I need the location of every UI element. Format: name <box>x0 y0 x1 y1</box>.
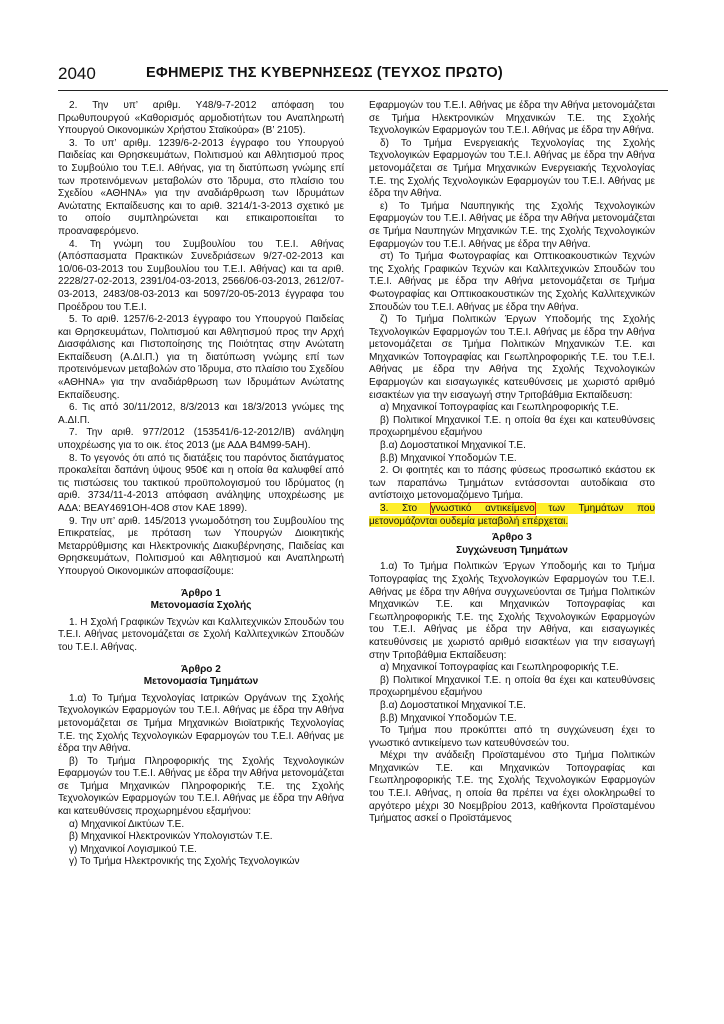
article-1-subtitle: Μετονομασία Σχολής <box>150 600 252 612</box>
paragraph: 8. Το γεγονός ότι από τις διατάξεις του παρόντος διατάγματος προκαλείται δαπάνη ύψους 950€ και η οποία θα καλυφθεί από τις πιστώσεις του τακτικού προϋπολογισμού του Ιδρύματος (η αριθ. 3734/11-4-2013 απόφαση ανάληψης υποχρέωσης με ΑΔΑ: ΒΕΑΥ4691ΟΗ-4Ο8 στον ΚΑΕ 1899). <box>58 452 344 514</box>
paragraph: 1. Η Σχολή Γραφικών Τεχνών και Καλλιτεχνικών Σπουδών του Τ.Ε.Ι. Αθήνας μετονομάζεται σε Σχολή Καλλιτεχνικών Σπουδών του Τ.Ε.Ι. Αθήνας. <box>58 616 344 653</box>
list-item: α) Μηχανικοί Δικτύων Τ.Ε. <box>69 818 185 830</box>
list-item: β.β) Μηχανικοί Υποδομών Τ.Ε. <box>380 452 517 464</box>
gazette-title: ΕΦΗΜΕΡΙΣ ΤΗΣ ΚΥΒΕΡΝΗΣΕΩΣ (ΤΕΥΧΟΣ ΠΡΩΤΟ) <box>146 65 503 81</box>
paragraph: 1.α) Το Τμήμα Τεχνολογίας Ιατρικών Οργάνων της Σχολής Τεχνολογικών Εφαρμογών του Τ.Ε.Ι. Αθήνας με έδρα την Αθήνα μετονομάζεται σε Τμήμα Μηχανικών Βιοϊατρικής Τεχνολογίας Τ.Ε. της Σχολής Τεχνολογικών Εφαρμογών του Τ.Ε.Ι. Αθήνας με έδρα την Αθήνα. <box>58 692 344 755</box>
list-item: γ) Μηχανικοί Λογισμικού Τ.Ε. <box>69 843 197 855</box>
article-2-subtitle: Μετονομασία Τμημάτων <box>143 676 259 688</box>
highlighted-paragraph <box>369 503 655 528</box>
paragraph: 4. Τη γνώμη του Συμβουλίου του Τ.Ε.Ι. Αθήνας (Απόσπασματα Πρακτικών Συνεδριάσεων 9/27-02-2013 και 10/06-03-2013 του Συμβουλίου του Τ.Ε.Ι. Αθήνας) και τα αριθ. 2228/27-02-2013, 2391/04-03-2013, 2566/06-03-2013, 2612/07-03-2013, 2483/08-03-2013 και 5097/20-05-2013 έγγραφα του Προέδρου του Τ.Ε.Ι. <box>58 238 345 313</box>
list-item: β.β) Μηχανικοί Υποδομών Τ.Ε. <box>380 712 517 724</box>
header-rule <box>58 90 668 91</box>
list-item: β.α) Δομοστατικοί Μηχανικοί Τ.Ε. <box>380 440 526 452</box>
paragraph: β) Το Τμήμα Πληροφορικής της Σχολής Τεχνολογικών Εφαρμογών του Τ.Ε.Ι. Αθήνας με έδρα την Αθήνα μετονομάζεται σε Τμήμα Μηχανικών Πληροφορικής Τ.Ε. της Σχολής Τεχνολογικών Εφαρμογών του Τ.Ε.Ι. Αθήνας με έδρα την Αθήνα και κατευθύνσεις προχωρημένου εξαμήνου: <box>58 755 344 818</box>
spacer <box>58 655 344 664</box>
page-number: 2040 <box>58 64 96 83</box>
paragraph: 9. Την υπ’ αριθ. 145/2013 γνωμοδότηση του Συμβουλίου της Επικρατείας, με πρόταση των Υπουργών Διοικητικής Μεταρρύθμισης και Ηλεκτρονικής Διακυβέρνησης, Παιδείας και Θρησκευμάτων, Πολιτισμού και Αθλητισμού και Αναπληρωτή Υπουργού Οικονομικών αποφασίζουμε: <box>58 515 344 577</box>
paragraph: 6. Τις από 30/11/2012, 8/3/2013 και 18/3/2013 γνώμες της Α.ΔΙ.Π. <box>58 402 344 426</box>
paragraph: στ) Το Τμήμα Φωτογραφίας και Οπτικοακουστικών Τεχνών της Σχολής Γραφικών Τεχνών και Καλλιτεχνικών Σπουδών του Τ.Ε.Ι. Αθήνας με έδρα την Αθήνα μετονομάζεται σε Τμήμα Φωτογραφίας και Οπτικοακουστικών της Σχολής Καλλιτεχνικών Σπουδών του Τ.Ε.Ι. Αθήνας με έδρα την Αθήνα. <box>369 251 655 313</box>
paragraph: ε) Το Τμήμα Ναυπηγικής της Σχολής Τεχνολογικών Εφαρμογών του Τ.Ε.Ι. Αθήνας με έδρα την Αθήνα μετονομάζεται σε Τμήμα Ναυπηγών Μηχανικών Τ.Ε. της Σχολής Τεχνολογικών Εφαρμογών του Τ.Ε.Ι. Αθήνας με έδρα την Αθήνα. <box>369 200 655 250</box>
paragraph: Το Τμήμα που προκύπτει από τη συγχώνευση έχει το γνωστικό αντικείμενο των κατευθύνσεών του. <box>369 725 655 749</box>
article-3-subtitle: Συγχώνευση Τμημάτων <box>456 544 568 556</box>
list-item: β) Πολιτικοί Μηχανικοί Τ.Ε. η οποία θα έχει και κατευθύνσεις προχωρημένου εξαμήνου <box>369 414 655 439</box>
right-column <box>369 100 655 826</box>
paragraph: Εφαρμογών του Τ.Ε.Ι. Αθήνας με έδρα την Αθήνα μετονομάζεται σε Τμήμα Ηλεκτρονικών Μηχανικών Τ.Ε. της Σχολής Τεχνολογικών Εφαρμογών του Τ.Ε.Ι. Αθήνας με έδρα την Αθήνα. <box>369 100 655 137</box>
paragraph: 5. Το αριθ. 1257/6-2-2013 έγγραφο του Υπουργού Παιδείας και Θρησκευμάτων, Πολιτισμού και Αθλητισμού προς την Αρχή Διασφάλισης και Πιστοποίησης της Ποιότητας στην Ανώτατη Εκπαίδευση (Α.ΔΙ.Π.) για τη διατύπωση γνώμης επί των προτεινόμενων μεταβολών στο Ίδρυμα, στο πλαίσιο του Σχεδίου «ΑΘΗΝΑ» για την αναδιάρθρωση των Ιδρυμάτων Ανώτατης Εκπαίδευσης. <box>58 314 344 401</box>
paragraph: δ) Το Τμήμα Ενεργειακής Τεχνολογίας της Σχολής Τεχνολογικών Εφαρμογών του Τ.Ε.Ι. Αθήνας με έδρα την Αθήνα μετονομάζεται σε Τμήμα Μηχανικών Ενεργειακής Τεχνολογίας Τ.Ε. της Σχολής Τεχνολογικών Εφαρμογών του Τ.Ε.Ι. Αθήνας με έδρα την Αθήνα. <box>369 137 655 200</box>
paragraph: ζ) Το Τμήμα Πολιτικών Έργων Υποδομής της Σχολής Τεχνολογικών Εφαρμογών του Τ.Ε.Ι. Αθήνας με έδρα την Αθήνα μετονομάζεται σε Τμήμα Πολιτικών Μηχανικών Τ.Ε. και Μηχανικών Τοπογραφίας και Γεωπληροφορικής Τ.Ε. του Τ.Ε.Ι. Αθήνας με έδρα την Αθήνα της Σχολής Τεχνολογικών Εφαρμογών και εισαγωγικές κατευθύνσεις με χωριστό αριθμό εισακτέων για την εισαγωγή στην Τριτοβάθμια Εκπαίδευση: <box>369 314 655 401</box>
list-item: α) Μηχανικοί Τοπογραφίας και Γεωπληροφορικής Τ.Ε. <box>380 662 619 674</box>
paragraph: 7. Την αριθ. 977/2012 (153541/6-12-2012/ΙΒ) ανάληψη υποχρέωσης για το οικ. έτος 2013 (με ΑΔΑ Β4Μ99-5ΑΗ). <box>58 427 344 452</box>
left-column <box>58 100 344 869</box>
list-item: β) Πολιτικοί Μηχανικοί Τ.Ε. η οποία θα έχει και κατευθύνσεις προχωρημένου εξαμήνου <box>369 674 655 699</box>
paragraph: 2. Την υπ’ αριθμ. Υ48/9-7-2012 απόφαση του Πρωθυπουργού «Καθορισμός αρμοδιοτήτων του Αναπληρωτή Υπουργού Οικονομικών Χρήστου Σταϊκούρα» (Β’ 2105). <box>58 100 344 137</box>
paragraph: 2. Οι φοιτητές και το πάσης φύσεως προσωπικό εκάστου εκ των παραπάνω Τμημάτων εντάσσονται αυτοδίκαια στο αντίστοιχο μετονομαζόμενο Τμήμα. <box>369 465 655 502</box>
paragraph: 1.α) Το Τμήμα Πολιτικών Έργων Υποδομής και το Τμήμα Τοπογραφίας της Σχολής Τεχνολογικών Εφαρμογών του Τ.Ε.Ι. Αθήνας με έδρα την Αθήνα συγχωνεύονται σε Τμήμα Πολιτικών Μηχανικών Τ.Ε. και Μηχανικών Τοπογραφίας και Γεωπληροφορικής Τ.Ε. της Σχολής Τεχνολογικών Εφαρμογών του Τ.Ε.Ι. Αθήνας με έδρα την Αθήνα, και εισαγωγικές κατευθύνσεις με χωριστό αριθμό εισακτέων για την εισαγωγή στην Τριτοβάθμια Εκπαίδευση: <box>369 561 655 661</box>
highlight-prefix: 3. Στο <box>380 503 431 514</box>
article-3-title: Άρθρο 3 <box>492 532 532 544</box>
list-item: α) Μηχανικοί Τοπογραφίας και Γεωπληροφορικής Τ.Ε. <box>380 402 619 414</box>
highlight-rest: των Τμημάτων που μετονομάζονται ουδεμία μεταβολή επέρχεται. <box>369 503 656 527</box>
page-header <box>58 64 668 86</box>
paragraph: Μέχρι την ανάδειξη Προϊσταμένου στο Τμήμα Πολιτικών Μηχανικών Τ.Ε. και Μηχανικών Τοπογραφίας και Γεωπληροφορικής Τ.Ε. της Σχολής Τεχνολογικών Εφαρμογών του Τ.Ε.Ι. Αθήνας, η οποία θα πρέπει να έχει ολοκληρωθεί το αργότερο μέχρι 30 Νοεμβρίου 2013, καθήκοντα Προϊσταμένου Τμήματος ασκεί ο Προϊστάμενος <box>369 750 655 825</box>
boxed-term: γνωστικό αντικείμενο <box>430 503 535 514</box>
list-item: β.α) Δομοστατικοί Μηχανικοί Τ.Ε. <box>380 699 526 711</box>
list-item: β) Μηχανικοί Ηλεκτρονικών Υπολογιστών Τ.Ε. <box>69 831 273 843</box>
article-1-title: Άρθρο 1 <box>181 587 221 599</box>
paragraph: γ) Το Τμήμα Ηλεκτρονικής της Σχολής Τεχνολογικών <box>69 856 300 868</box>
article-2-title: Άρθρο 2 <box>181 663 221 675</box>
spacer <box>58 579 344 588</box>
paragraph: 3. Το υπ’ αριθμ. 1239/6-2-2013 έγγραφο του Υπουργού Παιδείας και Θρησκευμάτων, Πολιτισμού και Αθλητισμού προς το Συμβούλιο του Τ.Ε.Ι. Αθήνας, για τη διατύπωση γνώμης επί των προτεινόμενων μεταβολών στο Ίδρυμα, στο πλαίσιο του Σχεδίου «ΑΘΗΝΑ» για την αναδιάρθρωση των Ιδρυμάτων Ανώτατης Εκπαίδευσης και το αριθ. 3214/1-3-2013 σχετικό με το οποίο συμπληρώνεται και επικαιροποιείται το προαναφερόμενο. <box>58 137 344 237</box>
